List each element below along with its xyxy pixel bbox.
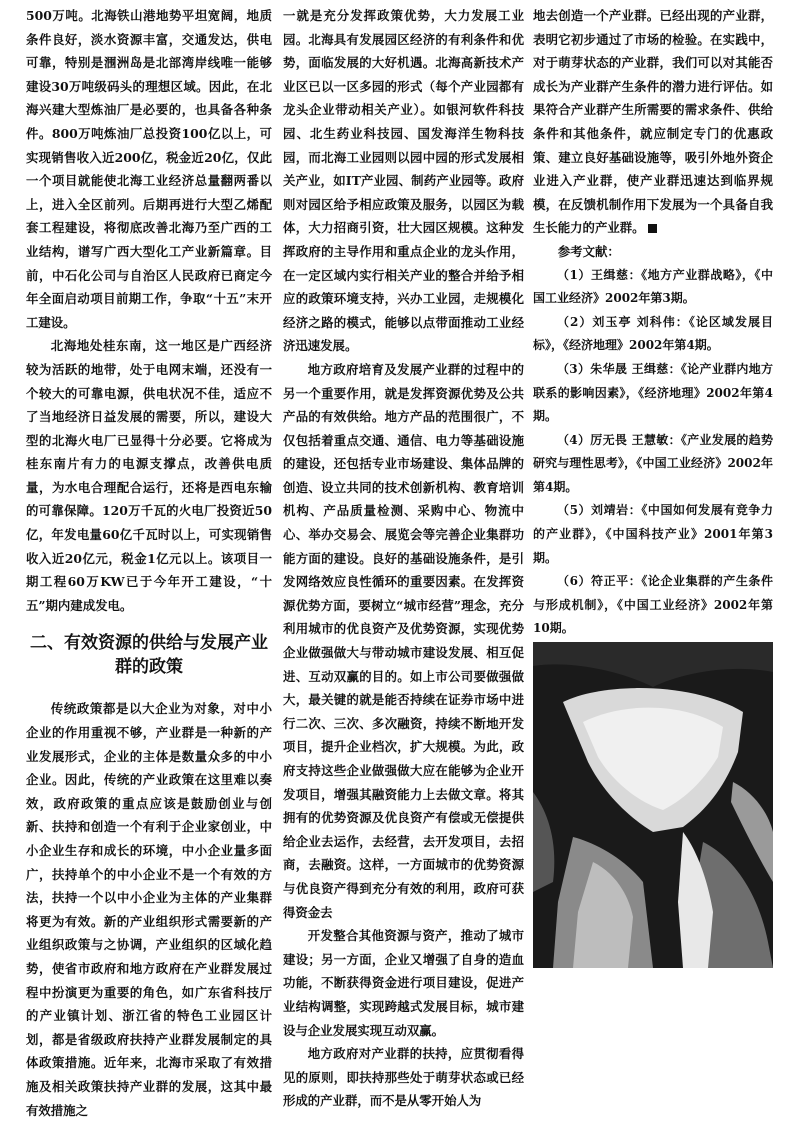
reference-item: （1）王缉慈：《地方产业群战略》，《中国工业经济》2002年第3期。	[533, 267, 773, 306]
column-left	[26, 4, 272, 1122]
paragraph: 地方政府对产业群的扶持，应贯彻看得见的原则，即扶持那些处于萌芽状态或已经形成的产业群，而不是从零开始人为	[283, 1046, 524, 1109]
end-mark-icon	[648, 224, 657, 233]
paragraph: 北海地处桂东南，这一地区是广西经济较为活跃的地带，处于电网末端，还没有一个较大的可靠电源，供电状况不佳，适应不了当地经济日益发展的需要，所以，建设大型的北海火电厂已显得十分必要。它将成为桂东南片有力的电源支撑点，改善供电质量，为水电合理配合运行，还将是西电东输的可靠保障。120万千瓦的火电厂投资近50亿，年发电量60亿千瓦时以上，可实现销售收入近20亿元，税金1亿元以上。该项目一期工程60万KW已于今年开工建设，“十五”期内建成发电。	[26, 338, 272, 613]
reference-item: （2）刘玉亭 刘科伟：《论区域发展目标》，《经济地理》2002年第4期。	[533, 314, 773, 353]
photo-illustration	[533, 642, 773, 968]
reference-item: （3）朱华晟 王缉慈：《论产业群内地方联系的影响因素》，《经济地理》2002年第4期。	[533, 361, 773, 424]
paragraph: 传统政策都是以大企业为对象，对中小企业的作用重视不够，产业群是一种新的产业发展形式，企业的主体是数量众多的中小企业。因此，传统的产业政策在这里难以奏效，政府政策的重点应该是鼓励创业与创新、扶持和创造一个有利于企业家创业，中小企业生存和成长的环境，中小企业量多面广，扶持单个的中小企业不是一个有效的方法，扶持一个以中小企业为主体的产业集群将更为有效。新的产业组织形式需要新的产业组织政策与之协调，产业组织的区域化趋势，使省市政府和地方政府在产业群发展过程中扮演更为重要的角色，如广东省科技厅的产业镇计划、浙江省的特色工业园区计划，都是省级政府扶持产业群发展制定的具体政策措施。近年来，北海市采取了有效措施及相关政策扶持产业群的发展，这其中最有效措施之	[26, 701, 272, 1118]
paragraph: 500万吨。北海铁山港地势平坦宽阔，地质条件良好，淡水资源丰富，交通发达，供电可靠，特别是涠洲岛是北部湾岸线唯一能够建设30万吨级码头的理想区域。因此，在北海兴建大型炼油厂是必要的，也具备各种条件。800万吨炼油厂总投资100亿以上，可实现销售收入近200亿，税金近20亿，仅此一个项目就能使北海工业经济总量翻两番以上，进入全区前列。后期再进行大型乙烯配套工程建设，将彻底改善北海乃至广西的工业结构，谱写广西大型化工产业新篇章。目前，中石化公司与自治区人民政府已商定今年全面启动项目前期工作，争取“十五”末开工建设。	[26, 8, 272, 330]
paragraph	[533, 4, 773, 240]
references-heading: 参考文献：	[557, 243, 620, 259]
column-middle	[283, 4, 524, 1113]
paragraph: 地方政府培育及发展产业群的过程中的另一个重要作用，就是发挥资源优势及公共产品的有效供给。地方产品的范围很广，不仅包括着重点交通、通信、电力等基础设施的建设，还包括专业市场建设、集体品牌的创造、设立共同的技术创新机构、教育培训机构、产品质量检测、采购中心、物流中心、举办交易会、展览会等完善企业集群功能方面的建设。良好的基础设施条件，是引发网络效应良性循环的重要因素。在发挥资源优势方面，要树立“城市经营”理念，充分利用城市的优良资产及优势资源，实现优势企业做强做大与带动城市建设发展、相互促进、互动双赢的目的。如上市公司要做强做大，最关键的就是能否持续在证券市场中进行二次、三次、多次融资，持续不断地开发项目，提升企业档次，扩大规模。为此，政府支持这些企业做强做大应在能够为企业开发项目，增强其融资能力上去做文章。将其拥有的优势资源及优良资产有偿或无偿提供给企业去运作，去经营，去开发项目，去招商，去融资。这样，一方面城市的优势资源与优良资产得到充分有效的利用，政府可获得资金去	[283, 361, 524, 920]
decorative-photo	[533, 642, 773, 968]
reference-item: （5）刘靖岩：《中国如何发展有竞争力的产业群》，《中国科技产业》2001年第3期。	[533, 503, 773, 565]
section-title: 二、有效资源的供给与发展产业群的政策	[30, 633, 268, 678]
reference-item: （6）符正平：《论企业集群的产生条件与形成机制》，《中国工业经济》2002年第10期。	[533, 574, 773, 636]
paragraph: 开发整合其他资源与资产，推动了城市建设；另一方面，企业又增强了自身的造血功能，不断获得资金进行项目建设，促进产业结构调整，实现跨越式发展目标，城市建设与企业发展实现互动双赢。	[283, 928, 524, 1038]
reference-item: （4）厉无畏 王慧敏：《产业发展的趋势研究与理性思考》，《中国工业经济》2002年第4期。	[533, 432, 773, 494]
paragraph-text: 地去创造一个产业群。已经出现的产业群，表明它初步通过了市场的检验。在实践中，对于萌芽状态的产业群，我们可以对其能否成长为产业群产生条件的潜力进行评估。如果符合产业群产生所需要的需求条件、供给条件和其他条件，就应制定专门的优惠政策、建立良好基础设施等，吸引外地外资企业进入产业群，使产业群迅速达到临界规模，在反馈机制作用下发展为一个具备自我生长能力的产业群。	[533, 8, 773, 236]
paragraph: 一就是充分发挥政策优势，大力发展工业园。北海具有发展园区经济的有利条件和优势，面临发展的大好机遇。北海高新技术产业区已以一区多园的形式（每个产业园都有龙头企业带动相关产业）。如银河软件科技园、北生药业科技园、国发海洋生物科技园，而北海工业园则以园中园的形式发展相关产业，如IT产业园、制药产业园等。政府则对园区给予相应政策及服务，以园区为载体，大力招商引资，壮大园区规模。这种发挥政府的主导作用和重点企业的龙头作用，在一定区域内实行相关产业的整合并给予相应的政策环境支持，兴办工业园，走规模化经济之路的模式，能够以点带面推动工业经济迅速发展。	[283, 8, 524, 354]
column-right	[533, 4, 773, 708]
